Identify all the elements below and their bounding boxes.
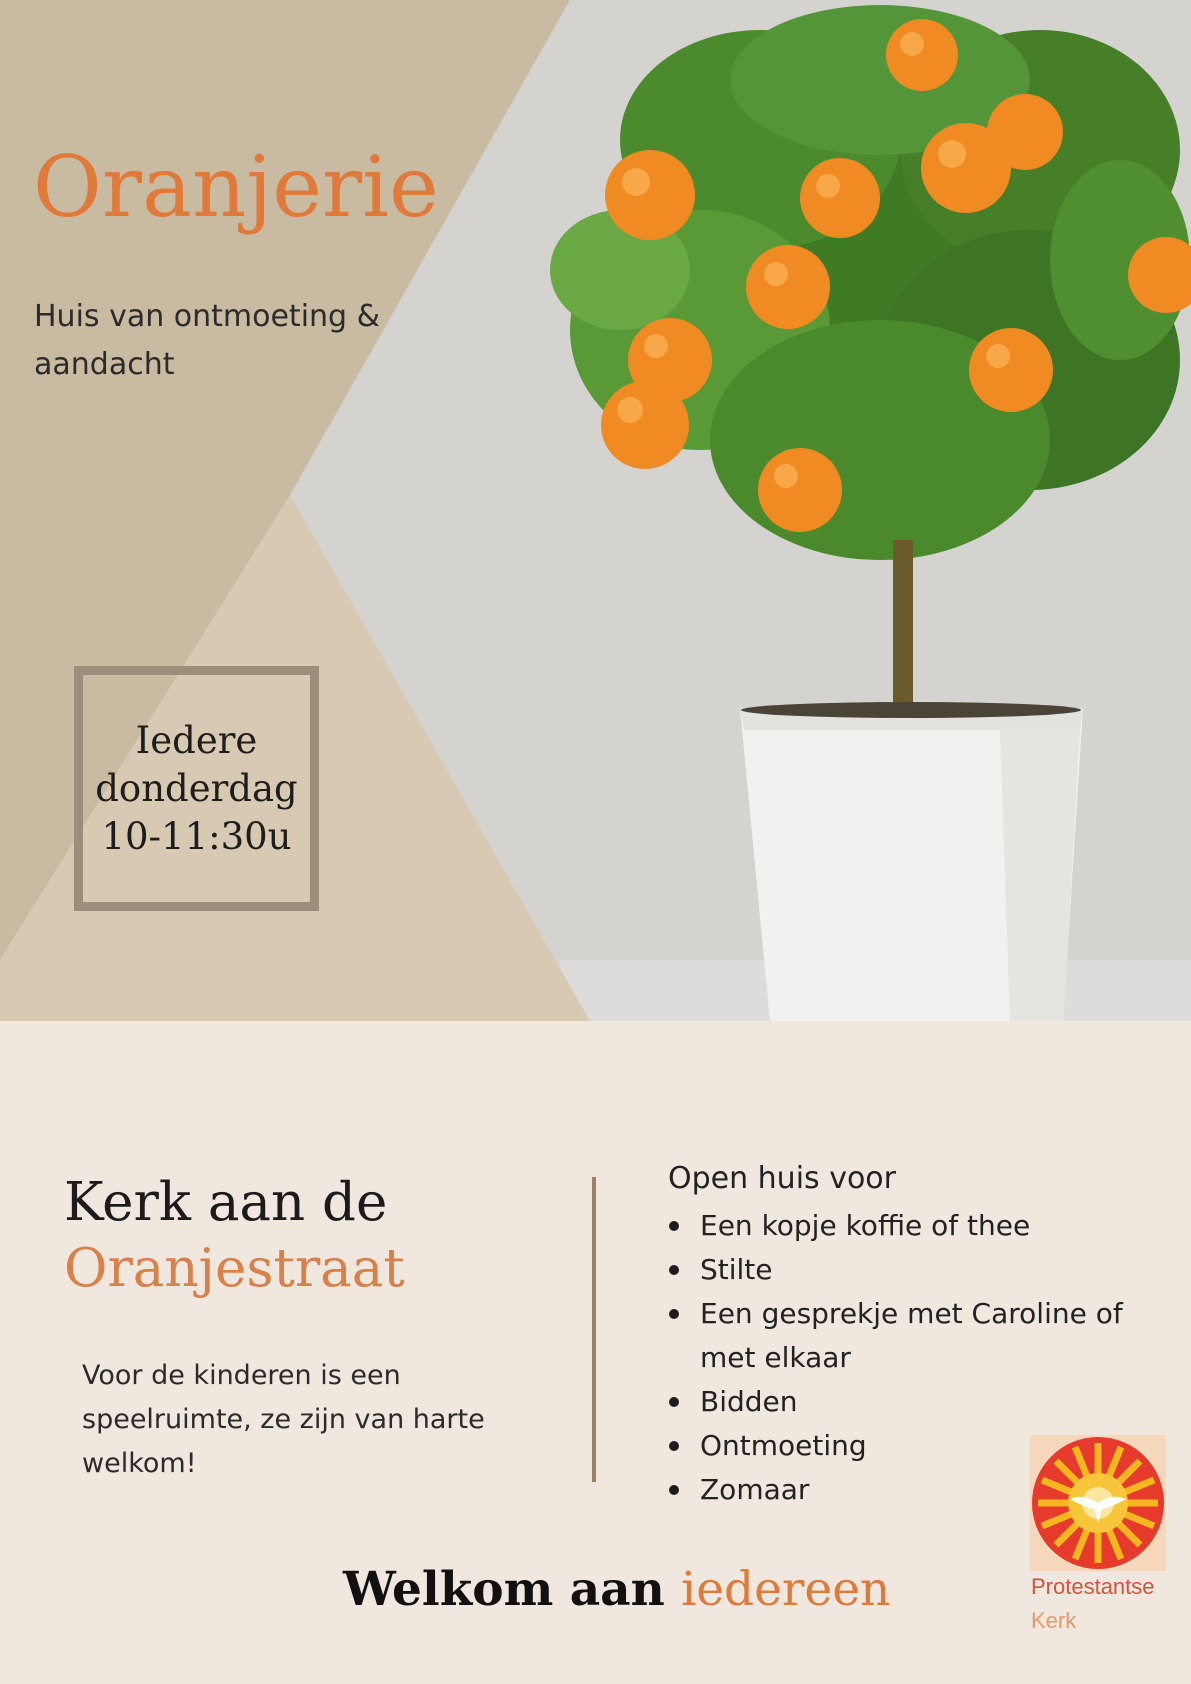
schedule-day-line1: Iedere xyxy=(135,718,258,762)
list-item: Ontmoeting xyxy=(668,1424,1138,1468)
schedule-box xyxy=(74,666,319,911)
subtitle: Huis van ontmoeting & aandacht xyxy=(34,299,381,382)
list-item: Een kopje koffie of thee xyxy=(668,1204,1138,1248)
list-item: Een gesprekje met Caroline of met elkaar xyxy=(668,1292,1138,1380)
list-item: Bidden xyxy=(668,1380,1138,1424)
welcome-text xyxy=(343,1558,890,1622)
dove-sunburst-icon xyxy=(1030,1435,1166,1571)
logo-text-line1: Protestantse xyxy=(1031,1574,1155,1599)
schedule-day-line2: donderdag xyxy=(95,766,298,810)
vertical-divider xyxy=(592,1177,596,1482)
schedule-time: 10-11:30u xyxy=(101,814,292,858)
welcome-part2: iedereen xyxy=(681,1562,891,1617)
logo-text xyxy=(1031,1570,1155,1638)
welcome-part1: Welkom aan xyxy=(343,1562,665,1617)
list-item: Zomaar xyxy=(668,1468,1138,1512)
church-heading xyxy=(64,1170,405,1302)
church-heading-line2: Oranjestraat xyxy=(64,1238,405,1299)
open-house-title: Open huis voor xyxy=(668,1161,896,1196)
kids-text: Voor de kinderen is een speelruimte, ze zijn van harte welkom! xyxy=(82,1360,485,1479)
page-title: Oranjerie xyxy=(33,138,439,236)
church-logo xyxy=(1030,1435,1166,1571)
logo-text-line2: Kerk xyxy=(1031,1608,1077,1633)
list-item: Stilte xyxy=(668,1248,1138,1292)
church-heading-line1: Kerk aan de xyxy=(64,1172,388,1233)
